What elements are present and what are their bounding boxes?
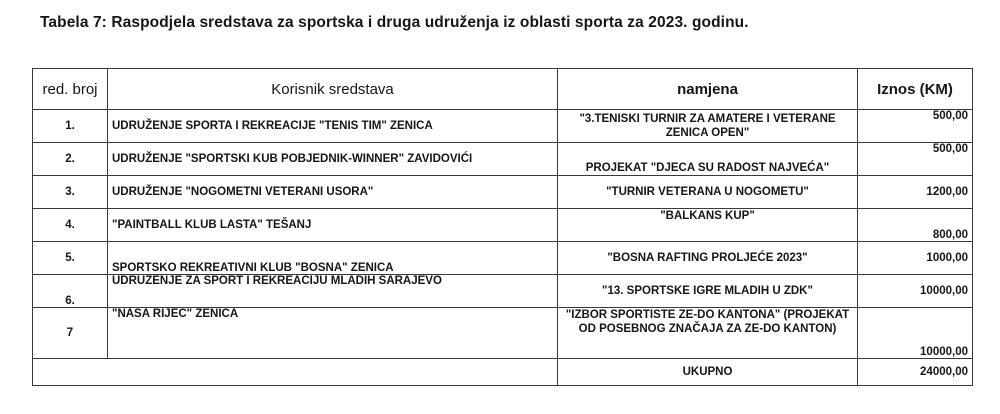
row-recipient: "PAINTBALL KLUB LASTA" TEŠANJ — [108, 209, 558, 242]
table-header-row — [33, 69, 973, 110]
row-recipient: "NAŠA RIJEČ" ZENICA — [108, 308, 558, 359]
row-number: 3. — [33, 176, 108, 209]
total-empty-cell — [33, 359, 558, 386]
table-row — [33, 176, 973, 209]
row-amount: 500,00 — [858, 143, 973, 176]
table-row — [33, 275, 973, 308]
header-purpose: namjena — [558, 69, 858, 110]
header-amount: Iznos (KM) — [858, 69, 973, 110]
row-number: 6. — [33, 275, 108, 308]
row-amount: 10000,00 — [858, 275, 973, 308]
row-recipient: SPORTSKO REKREATIVNI KLUB "BOSNA" ZENICA — [108, 242, 558, 275]
funds-table — [32, 68, 973, 386]
row-number: 1. — [33, 110, 108, 143]
table-row — [33, 110, 973, 143]
row-number: 7 — [33, 308, 108, 359]
total-amount: 24000,00 — [858, 359, 973, 386]
row-recipient: UDRUŽENJE SPORTA I REKREACIJE "TENIS TIM" ZENICA — [108, 110, 558, 143]
row-amount: 800,00 — [858, 209, 973, 242]
row-purpose: PROJEKAT "DJECA SU RADOST NAJVEĆA" — [558, 143, 858, 176]
header-recipient: Korisnik sredstava — [108, 69, 558, 110]
row-purpose: "TURNIR VETERANA U NOGOMETU" — [558, 176, 858, 209]
table-row — [33, 143, 973, 176]
table-row — [33, 209, 973, 242]
table-row — [33, 308, 973, 359]
row-purpose: "BALKANS KUP" — [558, 209, 858, 242]
row-purpose: "IZBOR SPORTISTE ZE-DO KANTONA" (PROJEKAT OD POSEBNOG ZNAČAJA ZA ZE-DO KANTON) — [558, 308, 858, 359]
row-number: 4. — [33, 209, 108, 242]
header-number: red. broj — [33, 69, 108, 110]
total-row — [33, 359, 973, 386]
total-label: UKUPNO — [558, 359, 858, 386]
table-row — [33, 242, 973, 275]
row-amount: 10000,00 — [858, 308, 973, 359]
page-title: Tabela 7: Raspodjela sredstava za sportska i druga udruženja iz oblasti sporta za 2023. godinu. — [40, 14, 749, 31]
row-purpose: "3.TENISKI TURNIR ZA AMATERE I VETERANE ZENICA OPEN" — [558, 110, 858, 143]
row-number: 2. — [33, 143, 108, 176]
row-number: 5. — [33, 242, 108, 275]
row-recipient: UDRUŽENJE "SPORTSKI KUB POBJEDNIK-WINNER" ZAVIDOVIĆI — [108, 143, 558, 176]
row-purpose: "BOSNA RAFTING PROLJEĆE 2023" — [558, 242, 858, 275]
row-recipient: UDRUŽENJE "NOGOMETNI VETERANI USORA" — [108, 176, 558, 209]
row-recipient: UDRUŽENJE ZA SPORT I REKREACIJU MLADIH SARAJEVO — [108, 275, 558, 308]
row-amount: 1200,00 — [858, 176, 973, 209]
row-purpose: "13. SPORTSKE IGRE MLADIH U ZDK" — [558, 275, 858, 308]
row-amount: 500,00 — [858, 110, 973, 143]
row-amount: 1000,00 — [858, 242, 973, 275]
